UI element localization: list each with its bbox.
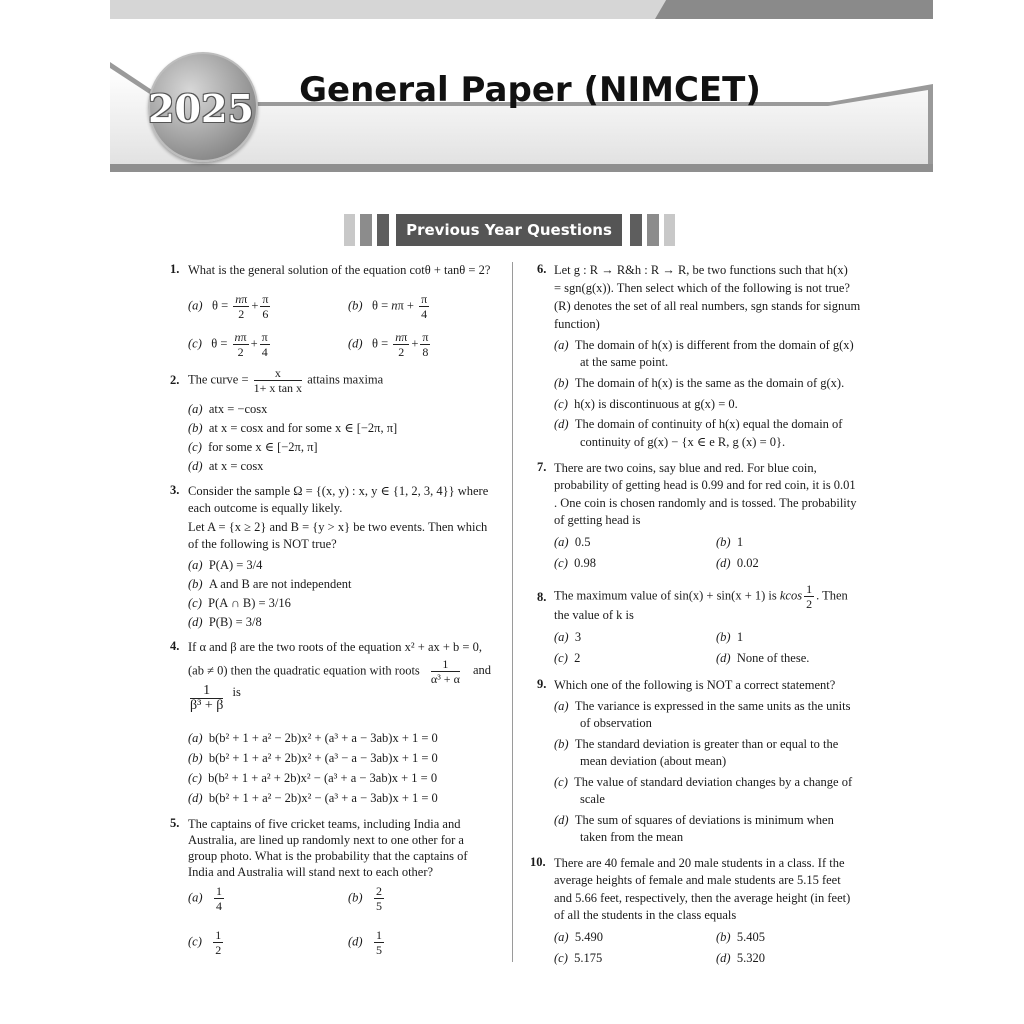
option-c: (c) 0.98 <box>554 556 596 570</box>
option-c: (c) P(A ∩ B) = 3/16 <box>188 596 291 610</box>
decor-bar <box>630 214 642 246</box>
question-text: probability of getting head is 0.99 and for red coin, it is 0.01 <box>554 478 856 492</box>
question-text: each outcome is equally likely. <box>188 501 343 515</box>
question-text: Which one of the following is NOT a correct statement? <box>554 678 836 692</box>
question-number: 5. <box>170 816 180 830</box>
option-b: (b) at x = cosx and for some x ∈ [−2π, π] <box>188 421 398 435</box>
page-title: General Paper (NIMCET) <box>299 70 761 110</box>
option-b: (b) A and B are not independent <box>188 577 352 591</box>
question-text: The captains of five cricket teams, including India and <box>188 817 461 831</box>
option-a: (a) 3 <box>554 630 582 644</box>
option-d-cont: taken from the mean <box>580 830 684 844</box>
option-b: (b) The standard deviation is greater than or equal to the <box>554 737 839 751</box>
decor-bar <box>664 214 675 246</box>
option-c: (c) for some x ∈ [−2π, π] <box>188 440 318 454</box>
question-text: and 5.66 feet, respectively, then the average height (in feet) <box>554 891 851 905</box>
question-text: (ab ≠ 0) then the quadratic equation with roots $\frac{1}{\text{α³ + α}}$ and <box>188 657 492 686</box>
question-text: average heights of female and male students are 5.15 feet <box>554 873 841 887</box>
option-d: (d) b(b² + 1 + a² − 2b)x² − (a³ + a − 3ab)x + 1 = 0 <box>188 791 438 805</box>
decor-bar <box>377 214 389 246</box>
option-d: (d) 5.320 <box>716 951 765 965</box>
question-number: 9. <box>537 677 547 691</box>
option-d: (d) at x = cosx <box>188 459 264 473</box>
option-c: (c) 2 <box>554 651 581 665</box>
option-d: (d) 0.02 <box>716 556 759 570</box>
option-b: (b) 1 <box>716 630 744 644</box>
top-stripe-accent <box>655 0 933 19</box>
question-number: 3. <box>170 483 180 497</box>
question-text: function) <box>554 317 600 331</box>
option-a: (a) 0.5 <box>554 535 591 549</box>
decor-bar <box>360 214 372 246</box>
question-text: There are 40 female and 20 male students in a class. If the <box>554 856 845 870</box>
question-text: If α and β are the two roots of the equation x² + ax + b = 0, <box>188 640 482 654</box>
option-c-cont: scale <box>580 792 605 806</box>
option-b: (b) 5.405 <box>716 930 765 944</box>
column-divider <box>512 262 513 962</box>
question-text: of getting head is <box>554 513 641 527</box>
question-text: of all the students in the class equals <box>554 908 737 922</box>
option-d-cont: continuity of g(x) − {x ∈ e R, g (x) = 0}. <box>580 435 786 449</box>
question-text: What is the general solution of the equation cotθ + tanθ = 2? <box>188 263 491 277</box>
question-number: 4. <box>170 639 180 653</box>
option-b-cont: mean deviation (about mean) <box>580 754 727 768</box>
question-text: . One coin is chosen randomly and is tossed. The probability <box>554 496 857 510</box>
question-text: $\frac{1}{\text{β³ + β}}$ is <box>190 683 241 713</box>
question-text: The maximum value of sin(x) + sin(x + 1) is kcos $\frac{1}{2}$ . Then <box>554 582 848 611</box>
section-label: Previous Year Questions <box>396 214 622 246</box>
question-text: the value of k is <box>554 608 634 622</box>
option-a: (a) P(A) = 3/4 <box>188 558 263 572</box>
option-b: (b) The domain of h(x) is the same as the domain of g(x). <box>554 376 845 390</box>
option-b: (b) b(b² + 1 + a² + 2b)x² + (a³ − a − 3ab)x + 1 = 0 <box>188 751 438 765</box>
question-text: Consider the sample Ω = {(x, y) : x, y ∈ {1, 2, 3, 4}} where <box>188 484 489 498</box>
option-a-cont: of observation <box>580 716 652 730</box>
question-number: 6. <box>537 262 547 276</box>
option-a: (a) atx = −cosx <box>188 402 268 416</box>
question-text: of the following is NOT true? <box>188 537 337 551</box>
question-number: 10. <box>530 855 546 869</box>
option-c: (c) θ = $\frac{n\pi}{2}$ + $\frac{\pi}{4}$ <box>188 330 268 359</box>
option-a: (a) The variance is expressed in the same units as the units <box>554 699 851 713</box>
question-text: There are two coins, say blue and red. For blue coin, <box>554 461 817 475</box>
question-text: India and Australia will stand next to each other? <box>188 865 434 879</box>
question-number: 8. <box>537 590 547 604</box>
decor-bar <box>647 214 659 246</box>
option-c: (c) h(x) is discontinuous at g(x) = 0. <box>554 397 738 411</box>
question-text: The curve = $\frac{x}{\text{1+ x tan x}}$ attains maxima <box>188 366 384 395</box>
option-a: (a) 5.490 <box>554 930 603 944</box>
option-b: (b) 1 <box>716 535 744 549</box>
question-text: Australia, are lined up randomly next to one other for a <box>188 833 464 847</box>
question-text: (R) denotes the set of all real numbers, sgn stands for signum <box>554 299 861 313</box>
option-a: (a) θ = $\frac{n\pi}{2}$ + $\frac{\pi}{6}$ <box>188 292 269 321</box>
option-d: (d) None of these. <box>716 651 810 665</box>
option-d: (d) The domain of continuity of h(x) equal the domain of <box>554 417 843 431</box>
question-text: Let A = {x ≥ 2} and B = {y > x} be two events. Then which <box>188 520 488 534</box>
option-a: (a) The domain of h(x) is different from the domain of g(x) <box>554 338 854 352</box>
option-d: (d) P(B) = 3/8 <box>188 615 262 629</box>
option-d: (d) The sum of squares of deviations is minimum when <box>554 813 834 827</box>
option-b: (b) $\frac{2}{5}$ <box>348 884 382 913</box>
question-text: Let g : R → R&h : R → R, be two functions such that h(x) <box>554 263 848 277</box>
question-number: 7. <box>537 460 547 474</box>
option-c: (c) 5.175 <box>554 951 603 965</box>
option-c: (c) $\frac{1}{2}$ <box>188 928 222 957</box>
decor-bar <box>344 214 355 246</box>
question-number: 1. <box>170 262 180 276</box>
option-d: (d) $\frac{1}{5}$ <box>348 928 382 957</box>
year-label: 2025 <box>148 86 254 131</box>
question-number: 2. <box>170 373 180 387</box>
option-b: (b) θ = nπ + $\frac{\pi}{4}$ <box>348 292 428 321</box>
question-text: = sgn(g(x)). Then select which of the following is not true? <box>554 281 850 295</box>
option-d: (d) θ = $\frac{n\pi}{2}$ + $\frac{\pi}{8}$ <box>348 330 429 359</box>
option-c: (c) The value of standard deviation changes by a change of <box>554 775 853 789</box>
question-text: group photo. What is the probability that the captains of <box>188 849 468 863</box>
option-c: (c) b(b² + 1 + a² + 2b)x² − (a³ + a − 3ab)x + 1 = 0 <box>188 771 438 785</box>
option-a: (a) b(b² + 1 + a² − 2b)x² + (a³ + a − 3ab)x + 1 = 0 <box>188 731 438 745</box>
option-a-cont: at the same point. <box>580 355 669 369</box>
option-a: (a) $\frac{1}{4}$ <box>188 884 222 913</box>
